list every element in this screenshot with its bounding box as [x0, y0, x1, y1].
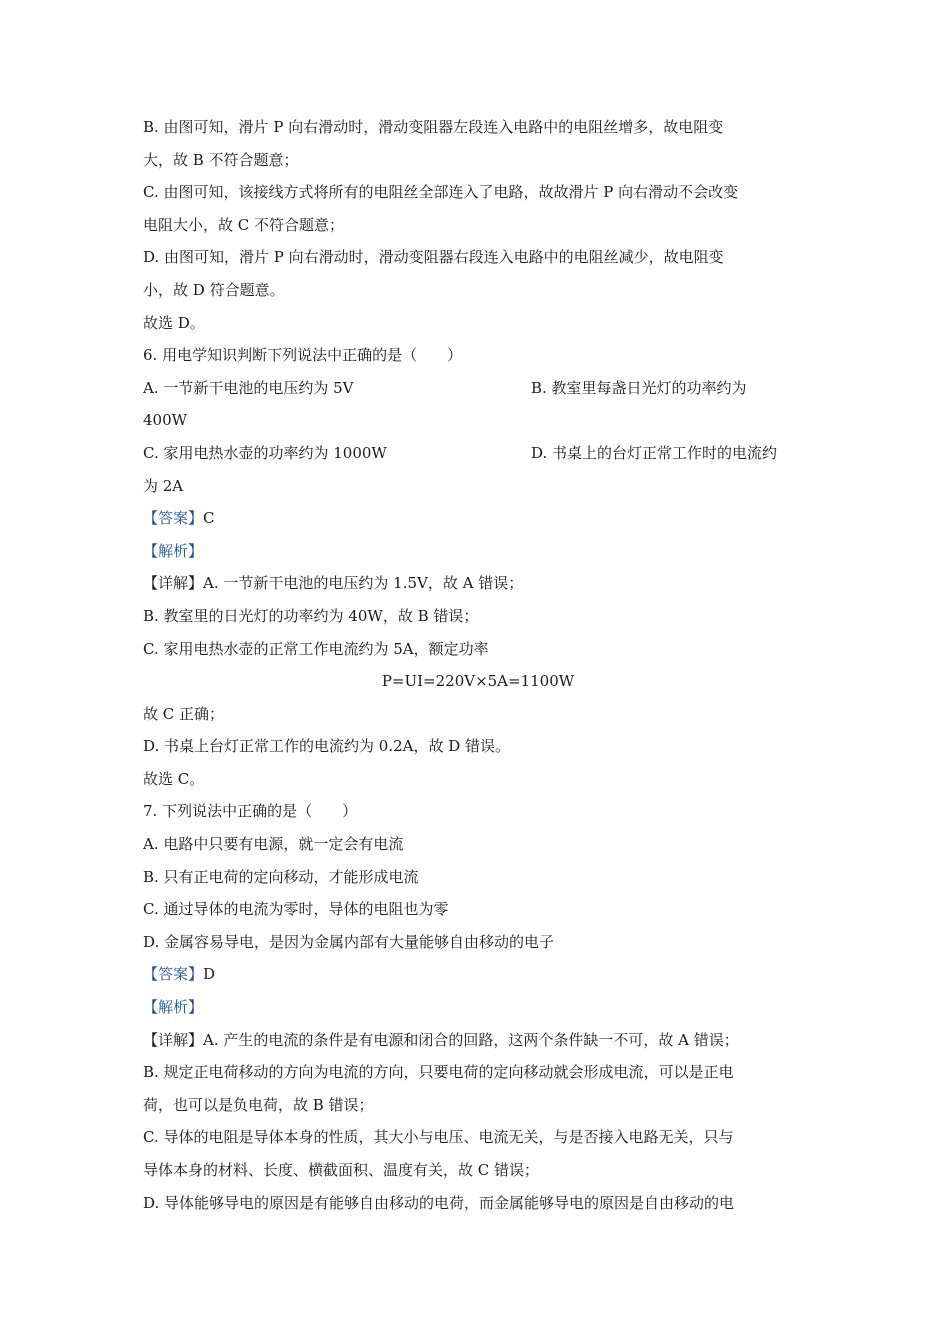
prev-option-b-line-1: B. 由图可知，滑片 P 向右滑动时，滑动变阻器左段连入电路中的电阻丝增多，故电阻变 — [143, 118, 724, 136]
detail-text: A. 一节新干电池的电压约为 1.5V，故 A 错误； — [203, 574, 524, 593]
q7-detail-d-line-1: D. 导体能够导电的原因是有能够自由移动的电荷，而金属能够导电的原因是自由移动的电 — [143, 1193, 735, 1212]
q7-option-c: C. 通过导体的电流为零时，导体的电阻也为零 — [143, 900, 449, 919]
prev-option-b-line-2: 大，故 B 不符合题意； — [143, 150, 299, 169]
detail-tag: 【详解】 — [143, 1030, 204, 1049]
q6-options-row-2 — [143, 437, 813, 470]
q6-option-d-continued: 为 2A — [143, 476, 184, 495]
prev-option-d-line-1: D. 由图可知，滑片 P 向右滑动时，滑动变阻器右段连入电路中的电阻丝减少，故电阻变 — [143, 248, 724, 267]
prev-option-d-line-2: 小，故 D 符合题意。 — [143, 280, 285, 299]
q6-formula: P=UI=220V×5A=1100W — [381, 672, 575, 691]
answer-value: C — [203, 509, 215, 528]
analysis-tag: 【解析】 — [143, 998, 204, 1017]
q7-option-a: A. 电路中只要有电源，就一定会有电流 — [143, 835, 404, 854]
q6-analysis-heading — [143, 535, 813, 568]
q6-detail-c-end: 故 C 正确； — [143, 704, 225, 723]
q7-analysis-heading — [143, 991, 813, 1024]
q6-detail-d: D. 书桌上台灯正常工作的电流约为 0.2A，故 D 错误。 — [143, 737, 511, 756]
q6-detail-c: C. 家用电热水壶的正常工作电流约为 5A，额定功率 — [143, 639, 489, 658]
q7-option-b: B. 只有正电荷的定向移动，才能形成电流 — [143, 867, 419, 886]
q7-option-d: D. 金属容易导电，是因为金属内部有大量能够自由移动的电子 — [143, 932, 555, 951]
q7-detail-a — [143, 1024, 813, 1057]
prev-option-c-line-2: 电阻大小，故 C 不符合题意； — [143, 215, 345, 234]
q7-detail-c-line-2: 导体本身的材料、长度、横截面积、温度有关，故 C 错误； — [143, 1161, 540, 1179]
q6-option-a: A. 一节新干电池的电压约为 5V — [143, 378, 354, 397]
q6-option-b-continued: 400W — [143, 411, 188, 430]
q6-option-b: B. 教室里每盏日光灯的功率约为 — [531, 378, 747, 397]
q6-detail-b: B. 教室里的日光灯的功率约为 40W，故 B 错误； — [143, 606, 479, 625]
q7-stem: 7. 下列说法中正确的是（ ） — [143, 802, 358, 821]
answer-tag: 【答案】 — [143, 509, 204, 528]
q7-detail-b-line-1: B. 规定正电荷移动的方向为电流的方向，只要电荷的定向移动就会形成电流，可以是正电 — [143, 1063, 734, 1082]
q6-answer — [143, 502, 813, 535]
q7-detail-c-line-1: C. 导体的电阻是导体本身的性质，其大小与电压、电流无关，与是否接入电路无关，只与 — [143, 1128, 734, 1147]
q7-answer — [143, 958, 813, 991]
answer-tag: 【答案】 — [143, 965, 204, 984]
page-content — [143, 111, 813, 1219]
q6-option-d: D. 书桌上的台灯正常工作时的电流约 — [531, 443, 778, 462]
prev-option-c-line-1: C. 由图可知，该接线方式将所有的电阻丝全部连入了电路，故故滑片 P 向右滑动不会改变 — [143, 183, 739, 202]
q6-detail-a — [143, 567, 813, 600]
answer-value: D — [203, 965, 216, 984]
q6-stem: 6. 用电学知识判断下列说法中正确的是（ ） — [143, 346, 463, 365]
q6-conclusion: 故选 C。 — [143, 769, 205, 788]
detail-tag: 【详解】 — [143, 574, 204, 593]
q7-detail-b-line-2: 荷，也可以是负电荷，故 B 错误； — [143, 1095, 374, 1114]
prev-conclusion: 故选 D。 — [143, 313, 205, 332]
detail-text: A. 产生的电流的条件是有电源和闭合的回路，这两个条件缺一不可，故 A 错误； — [203, 1030, 739, 1049]
q6-options-row-1 — [143, 372, 813, 405]
q6-option-c: C. 家用电热水壶的功率约为 1000W — [143, 443, 387, 462]
analysis-tag: 【解析】 — [143, 541, 204, 560]
